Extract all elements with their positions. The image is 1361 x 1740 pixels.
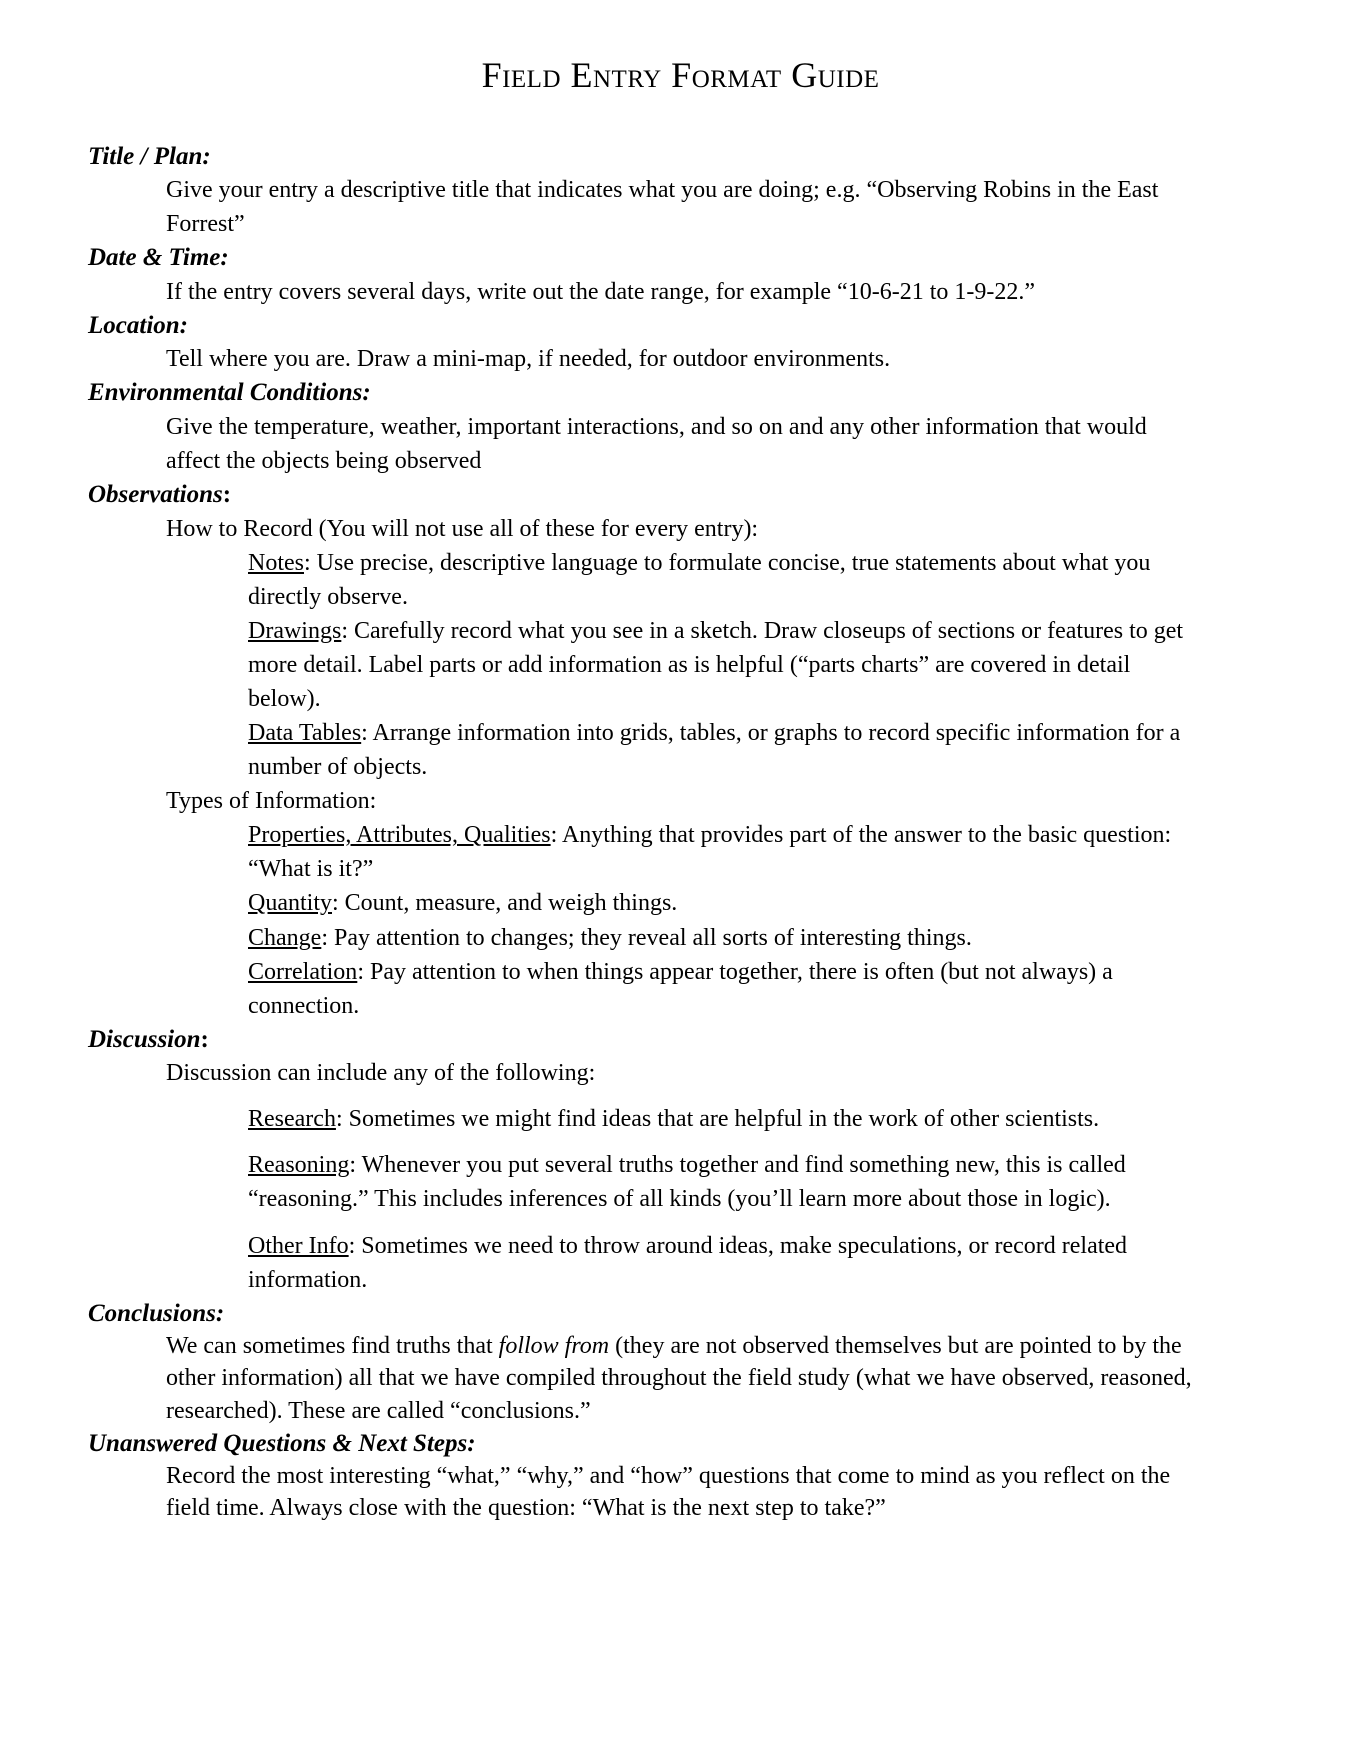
definition-text: : Count, measure, and weigh things. <box>332 890 678 917</box>
definition-paragraph <box>88 1136 1193 1216</box>
definition-text: : Sometimes we need to throw around ideas, make speculations, or record related information. <box>248 1232 1128 1293</box>
definition-paragraph <box>88 955 1193 1023</box>
definition-term: Change <box>248 924 322 951</box>
definition-text: : Anything that provides part of the answer to the basic question: “What is it?” <box>248 822 1172 883</box>
body-paragraph <box>88 1330 1193 1426</box>
section-heading: Conclusions: <box>88 1299 225 1327</box>
definition-paragraph <box>88 1217 1193 1297</box>
document-section <box>88 1023 1193 1297</box>
definition-term: Other Info <box>248 1232 349 1259</box>
paragraph-text-run: (they are not observed themselves but are pointed to by the other information) all that we have compiled throughout the field study (what we have observed, reasoned, researched). These are called “conclusions.” <box>166 1333 1192 1424</box>
section-heading-text: Discussion <box>88 1025 201 1053</box>
body-paragraph: Types of Information: <box>166 788 377 815</box>
definition-text: : Whenever you put several truths together and find something new, this is called “reasoning.” This includes inferences of all kinds (you’ll learn more about those in logic). <box>248 1152 1126 1213</box>
definition-text: : Sometimes we might find ideas that are helpful in the work of other scientists. <box>335 1106 1100 1133</box>
section-heading <box>88 478 1193 512</box>
document-section <box>88 1427 1193 1525</box>
paragraph-text-run: We can sometimes find truths that <box>166 1333 499 1360</box>
body-paragraph: Give the temperature, weather, important interactions, and so on and any other information that would affect the objects being observed <box>166 413 1147 474</box>
body-paragraph: Record the most interesting “what,” “why,” and “how” questions that come to mind as you reflect on the field time. Always close with the question: “What is the next step to take?” <box>166 1463 1171 1522</box>
section-heading: Environmental Conditions: <box>88 379 371 407</box>
definition-text: : Pay attention to changes; they reveal all sorts of interesting things. <box>321 924 972 951</box>
page-title: Field Entry Format Guide <box>481 55 880 95</box>
section-heading <box>88 1023 1193 1057</box>
definition-paragraph <box>88 546 1193 614</box>
body-paragraph: Tell where you are. Draw a mini-map, if needed, for outdoor environments. <box>166 346 891 373</box>
definition-term: Drawings <box>248 617 342 644</box>
section-heading-colon: : <box>222 481 232 509</box>
definition-term: Quantity <box>248 890 332 917</box>
definition-text: : Carefully record what you see in a sketch. Draw closeups of sections or features to get more detail. Label parts or add information as is helpful (“parts charts” are covered in detail below). <box>248 617 1184 712</box>
section-heading: Date & Time: <box>88 244 229 272</box>
document-section <box>88 241 1193 309</box>
document-section <box>88 1297 1193 1427</box>
definition-term: Data Tables <box>248 720 362 747</box>
definition-text: : Use precise, descriptive language to formulate concise, true statements about what you directly observe. <box>248 549 1151 610</box>
section-heading-colon: : <box>200 1025 209 1053</box>
definition-paragraph <box>88 614 1193 716</box>
document-section <box>88 478 1193 1023</box>
definition-term: Research <box>248 1106 336 1133</box>
section-heading: Title / Plan: <box>88 142 211 170</box>
definition-paragraph <box>88 716 1193 784</box>
definition-text: : Pay attention to when things appear together, there is often (but not always) a connection. <box>248 958 1113 1019</box>
section-heading-text: Observations <box>88 481 223 509</box>
definition-term: Reasoning <box>248 1152 350 1179</box>
document-section <box>88 309 1193 377</box>
definition-text: : Arrange information into grids, tables, or graphs to record specific information for a number of objects. <box>248 720 1181 781</box>
section-heading: Unanswered Questions & Next Steps: <box>88 1429 476 1457</box>
document-section <box>88 140 1193 242</box>
section-heading: Location: <box>88 311 188 339</box>
definition-term: Correlation <box>248 958 358 985</box>
definition-paragraph <box>88 818 1193 886</box>
definition-paragraph <box>88 1090 1193 1136</box>
definition-term: Notes <box>248 549 304 576</box>
emphasized-text: follow from <box>498 1333 610 1360</box>
definition-term: Properties, Attributes, Qualities <box>248 822 551 849</box>
body-paragraph: If the entry covers several days, write out the date range, for example “10-6-21 to 1-9-22.” <box>166 278 1035 305</box>
body-paragraph: Give your entry a descriptive title that indicates what you are doing; e.g. “Observing Robins in the East Forrest” <box>166 177 1159 238</box>
body-paragraph: How to Record (You will not use all of these for every entry): <box>166 515 759 542</box>
definition-paragraph <box>88 921 1193 955</box>
document-section <box>88 376 1193 478</box>
definition-paragraph <box>88 886 1193 920</box>
document-body <box>0 96 1361 1525</box>
body-paragraph: Discussion can include any of the following: <box>166 1060 596 1087</box>
